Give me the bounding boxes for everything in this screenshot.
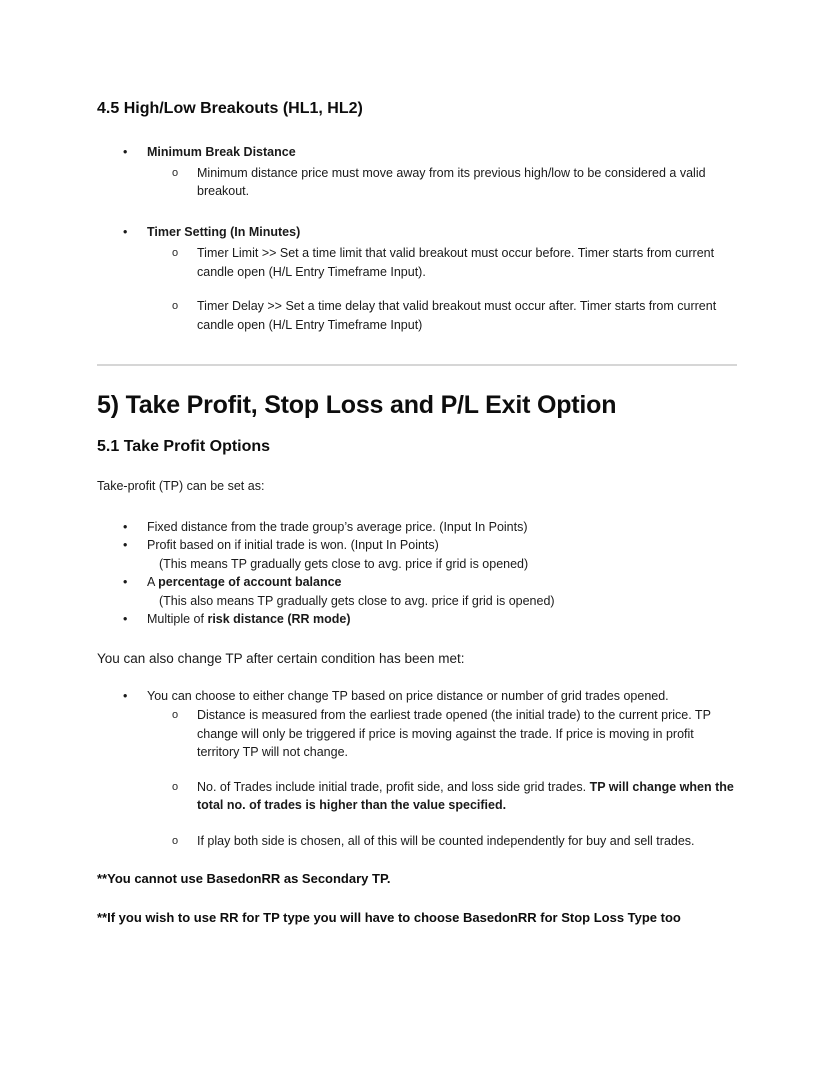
circle-bullet-icon: o <box>172 166 179 179</box>
footnote-secondary-tp: **You cannot use BasedonRR as Secondary TP. <box>97 871 391 886</box>
sub-bullet-text: If play both side is chosen, all of this will be counted independently for buy and sell trades. <box>197 833 695 848</box>
bullet-icon: • <box>123 538 128 552</box>
circle-bullet-icon: o <box>172 709 179 721</box>
circle-bullet-icon: o <box>172 247 179 259</box>
sub-bullet-item <box>97 778 735 815</box>
sub-bullet-text: Distance is measured from the earliest trade opened (the initial trade) to the current price. TP change will only be triggered if price is moving against the trade. If price is moving in profit territory TP will not change. <box>197 708 711 759</box>
sub-bullet-text: No. of Trades include initial trade, profit side, and loss side grid trades. TP will change when the total no. of trades is higher than the value specified. <box>197 779 734 812</box>
sub-bullet-item <box>97 244 735 281</box>
sub-bullet-item <box>97 164 735 201</box>
bullet-icon: • <box>123 224 128 239</box>
bullet-text: Profit based on if initial trade is won. (Input In Points) <box>147 538 439 552</box>
bullet-item <box>97 223 735 242</box>
sub-bullet-text: Timer Delay >> Set a time delay that valid breakout must occur after. Timer starts from current candle open (H/L Entry Timeframe Input) <box>197 299 717 332</box>
bullet-item <box>97 610 735 629</box>
bullet-item <box>97 573 735 610</box>
section-heading-4-5: 4.5 High/Low Breakouts (HL1, HL2) <box>97 100 363 117</box>
section-divider <box>97 364 737 366</box>
intro-paragraph: Take-profit (TP) can be set as: <box>97 479 265 493</box>
bullet-item <box>97 518 735 537</box>
circle-bullet-icon: o <box>172 300 179 312</box>
sub-bullet-text: Timer Limit >> Set a time limit that valid breakout must occur before. Timer starts from current candle open (H/L Entry Timeframe Input). <box>197 246 715 279</box>
sub-bullet-item <box>97 706 735 762</box>
bullet-icon: • <box>123 688 128 703</box>
bullet-icon: • <box>123 145 128 159</box>
sub-bullet-item <box>97 297 735 334</box>
circle-bullet-icon: o <box>172 780 179 793</box>
bullet-text: Multiple of risk distance (RR mode) <box>147 612 351 626</box>
bullet-icon: • <box>123 612 128 626</box>
bullet-note: (This also means TP gradually gets close to avg. price if grid is opened) <box>159 593 555 608</box>
bullet-title: Timer Setting (In Minutes) <box>147 224 301 239</box>
footnote-rr-stoploss: **If you wish to use RR for TP type you will have to choose BasedonRR for Stop Loss Type too <box>97 910 681 925</box>
bullet-item <box>97 687 735 706</box>
sub-bullet-item <box>97 832 735 851</box>
bullet-text: You can choose to either change TP based on price distance or number of grid trades opened. <box>147 688 669 703</box>
bullet-text: A percentage of account balance <box>147 575 342 589</box>
sub-bullet-text: Minimum distance price must move away from its previous high/low to be considered a valid breakout. <box>197 165 706 198</box>
bullet-icon: • <box>123 519 128 534</box>
circle-bullet-icon: o <box>172 834 179 847</box>
section-heading-5-1: 5.1 Take Profit Options <box>97 438 271 455</box>
bullet-icon: • <box>123 575 128 589</box>
section-heading-5: 5) Take Profit, Stop Loss and P/L Exit Option <box>97 391 617 419</box>
bullet-item <box>97 143 735 162</box>
bullet-note: (This means TP gradually gets close to avg. price if grid is opened) <box>159 556 529 571</box>
bullet-title: Minimum Break Distance <box>147 145 296 159</box>
bullet-text: Fixed distance from the trade group’s average price. (Input In Points) <box>147 519 528 534</box>
bullet-item <box>97 536 735 573</box>
condition-intro: You can also change TP after certain condition has been met: <box>97 650 465 666</box>
